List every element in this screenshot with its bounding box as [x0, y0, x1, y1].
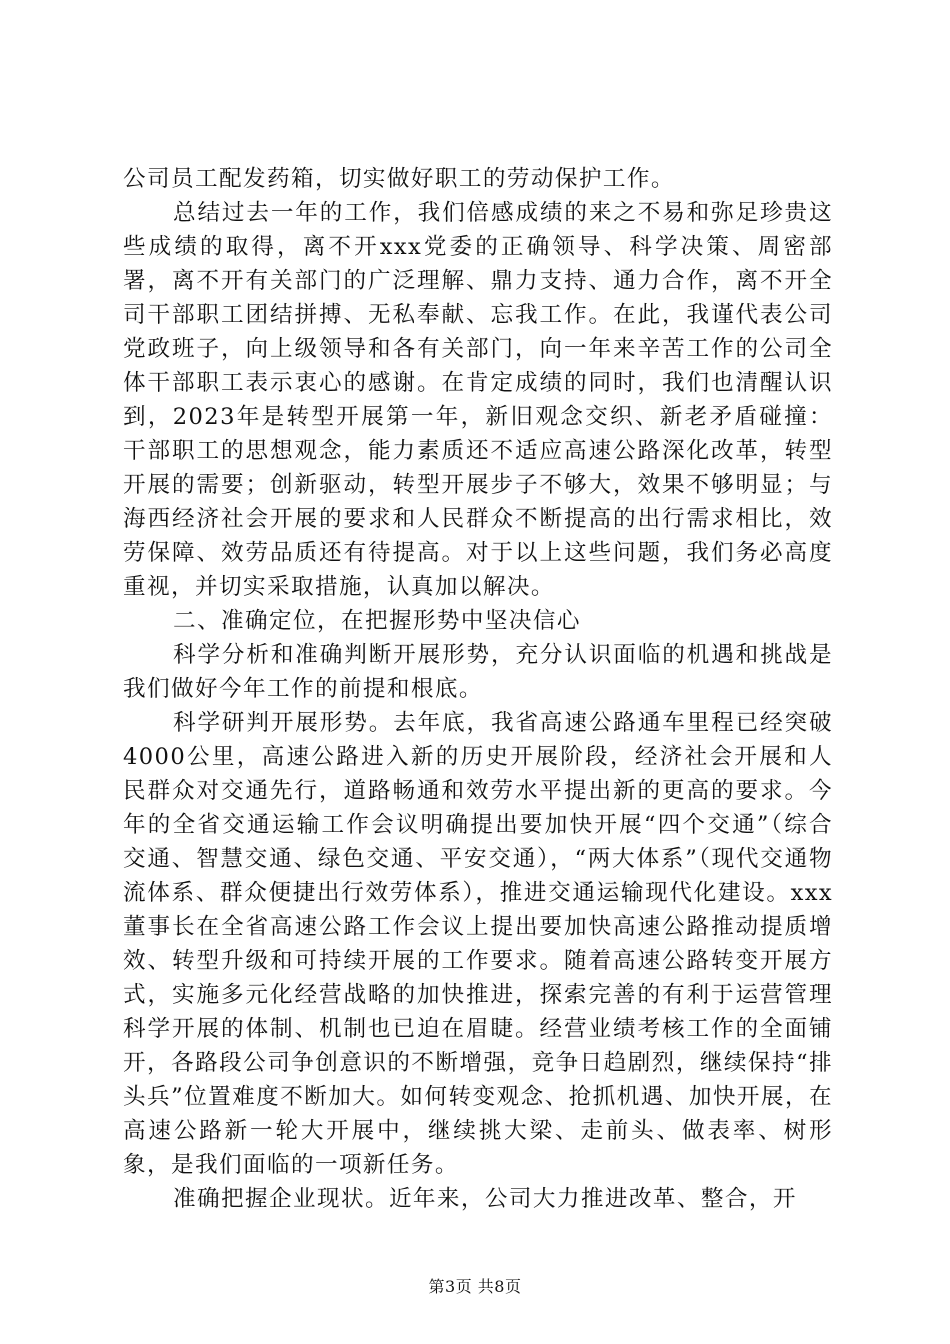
- paragraph-4: 科学研判开展形势。去年底，我省高速公路通车里程已经突破4000公里，高速公路进入新的历史开展阶段，经济社会开展和人民群众对交通先行，道路畅通和效劳水平提出新的更高的要求。今年的全省交通运输工作会议明确提出要加快开展“四个交通”（综合交通、智慧交通、绿色交通、平安交通），“两大体系”（现代交通物流体系、群众便捷出行效劳体系），推进交通运输现代化建设。xxx董事长在全省高速公路工作会议上提出要加快高速公路推动提质增效、转型升级和可持续开展的工作要求。随着高速公路转变开展方式，实施多元化经营战略的加快推进，探索完善的有利于运营管理科学开展的体制、机制也已迫在眉睫。经营业绩考核工作的全面铺开，各路段公司争创意识的不断增强，竞争日趋剧烈，继续保持“排头兵”位置难度不断加大。如何转变观念、抢抓机遇、加快开展，在高速公路新一轮大开展中，继续挑大梁、走前头、做表率、树形象，是我们面临的一项新任务。: [123, 710, 833, 1178]
- paragraph-2: 总结过去一年的工作，我们倍感成绩的来之不易和弥足珍贵这些成绩的取得，离不开xxx党委的正确领导、科学决策、周密部署，离不开有关部门的广泛理解、鼎力支持、通力合作，离不开全司干部职工团结拼搏、无私奉献、忘我工作。在此，我谨代表公司党政班子，向上级领导和各有关部门，向一年来辛苦工作的公司全体干部职工表示衷心的感谢。在肯定成绩的同时，我们也清醒认识到，2023年是转型开展第一年，新旧观念交织、新老矛盾碰撞：干部职工的思想观念，能力素质还不适应高速公路深化改革，转型开展的需要；创新驱动，转型开展步子不够大，效果不够明显；与海西经济社会开展的要求和人民群众不断提高的出行需求相比，效劳保障、效劳品质还有待提高。对于以上这些问题，我们务必高度重视，并切实采取措施，认真加以解决。: [123, 200, 833, 600]
- section-heading: 二、准确定位，在把握形势中坚决信心: [173, 608, 581, 634]
- document-body: [123, 162, 833, 1216]
- page-footer: 第3页 共8页: [428, 1277, 522, 1296]
- paragraph-3: 科学分析和准确判断开展形势，充分认识面临的机遇和挑战是我们做好今年工作的前提和根底。: [123, 642, 833, 702]
- paragraph-5: 准确把握企业现状。近年来，公司大力推进改革、整合，开: [173, 1186, 797, 1212]
- paragraph-1: 公司员工配发药箱，切实做好职工的劳动保护工作。: [123, 166, 675, 192]
